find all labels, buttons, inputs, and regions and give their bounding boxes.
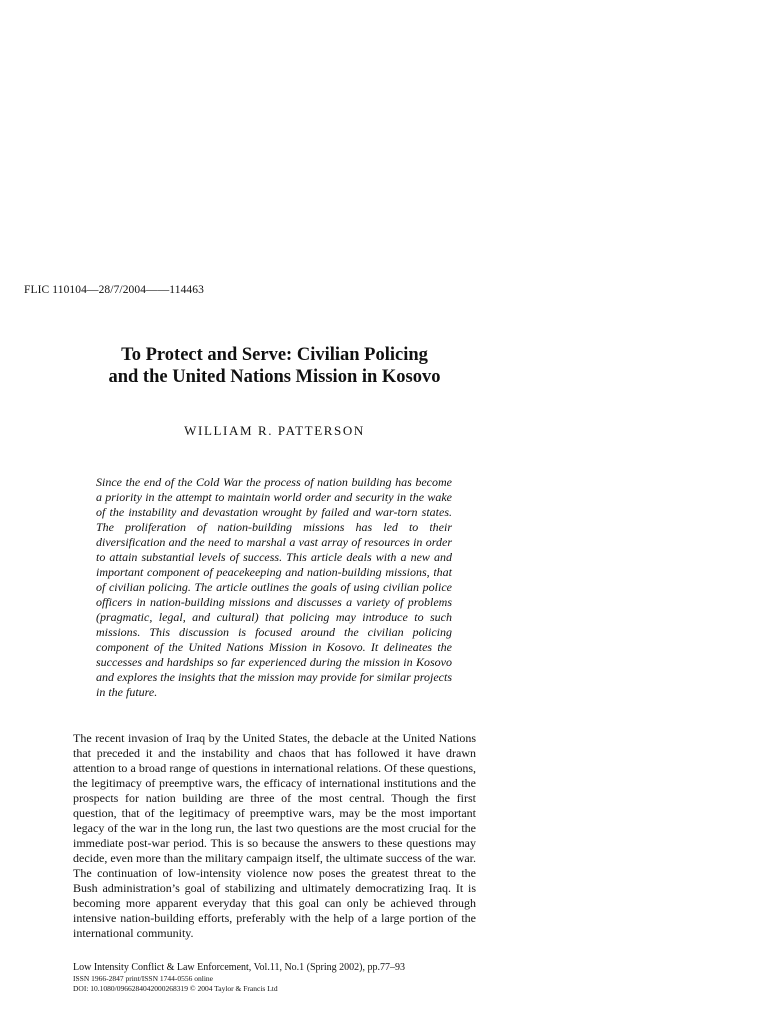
citation-footer	[73, 962, 493, 994]
journal-citation: Low Intensity Conflict & Law Enforcement, Vol.11, No.1 (Spring 2002), pp.77–93	[73, 962, 405, 973]
title-line-1: To Protect and Serve: Civilian Policing	[121, 345, 428, 365]
doi-line: DOI: 10.1080/0966284042000268319 © 2004 Taylor & Francis Ltd	[73, 984, 278, 993]
author-name: WILLIAM R. PATTERSON	[184, 423, 365, 438]
abstract: Since the end of the Cold War the process of nation building has become a priority in the attempt to maintain world order and security in the wake of the instability and devastation wrought by failed and war-torn states. The proliferation of nation-building missions has led to their diversification and the need to marshal a vast array of resources in order to attain substantial levels of success. This article deals with a new and important component of peacekeeping and nation-building missions, that of civilian policing. The article outlines the goals of using civilian police officers in nation-building missions and discusses a variety of problems (pragmatic, legal, and cultural) that policing may introduce to such missions. This discussion is focused around the civilian policing component of the United Nations Mission in Kosovo. It delineates the successes and hardships so far experienced during the mission in Kosovo and explores the insights that the mission may provide for similar projects in the future.	[96, 475, 452, 699]
title-line-2: and the United Nations Mission in Kosovo	[108, 367, 441, 387]
article-title	[73, 344, 476, 388]
file-identifier: FLIC 110104—28/7/2004——114463	[24, 284, 204, 296]
body-paragraph: The recent invasion of Iraq by the United States, the debacle at the United Nations that preceded it and the instability and chaos that has followed it have drawn attention to a broad range of questions in international relations. Of these questions, the legitimacy of preemptive wars, the efficacy of international institutions and the prospects for nation building are three of the most central. Though the first question, that of the legitimacy of preemptive wars, may be the most important legacy of the war in the long run, the last two questions are the most crucial for the immediate post-war period. This is so because the answers to these questions may decide, even more than the military campaign itself, the ultimate success of the war. The continuation of low-intensity violence now poses the greatest threat to the Bush administration’s goal of stabilizing and ultimately democratizing Iraq. It is becoming more apparent everyday that this goal can only be achieved through intensive nation-building efforts, preferably with the help of a large portion of the international community.	[73, 731, 476, 940]
issn-line: ISSN 1966-2847 print/ISSN 1744-0556 online	[73, 974, 214, 983]
